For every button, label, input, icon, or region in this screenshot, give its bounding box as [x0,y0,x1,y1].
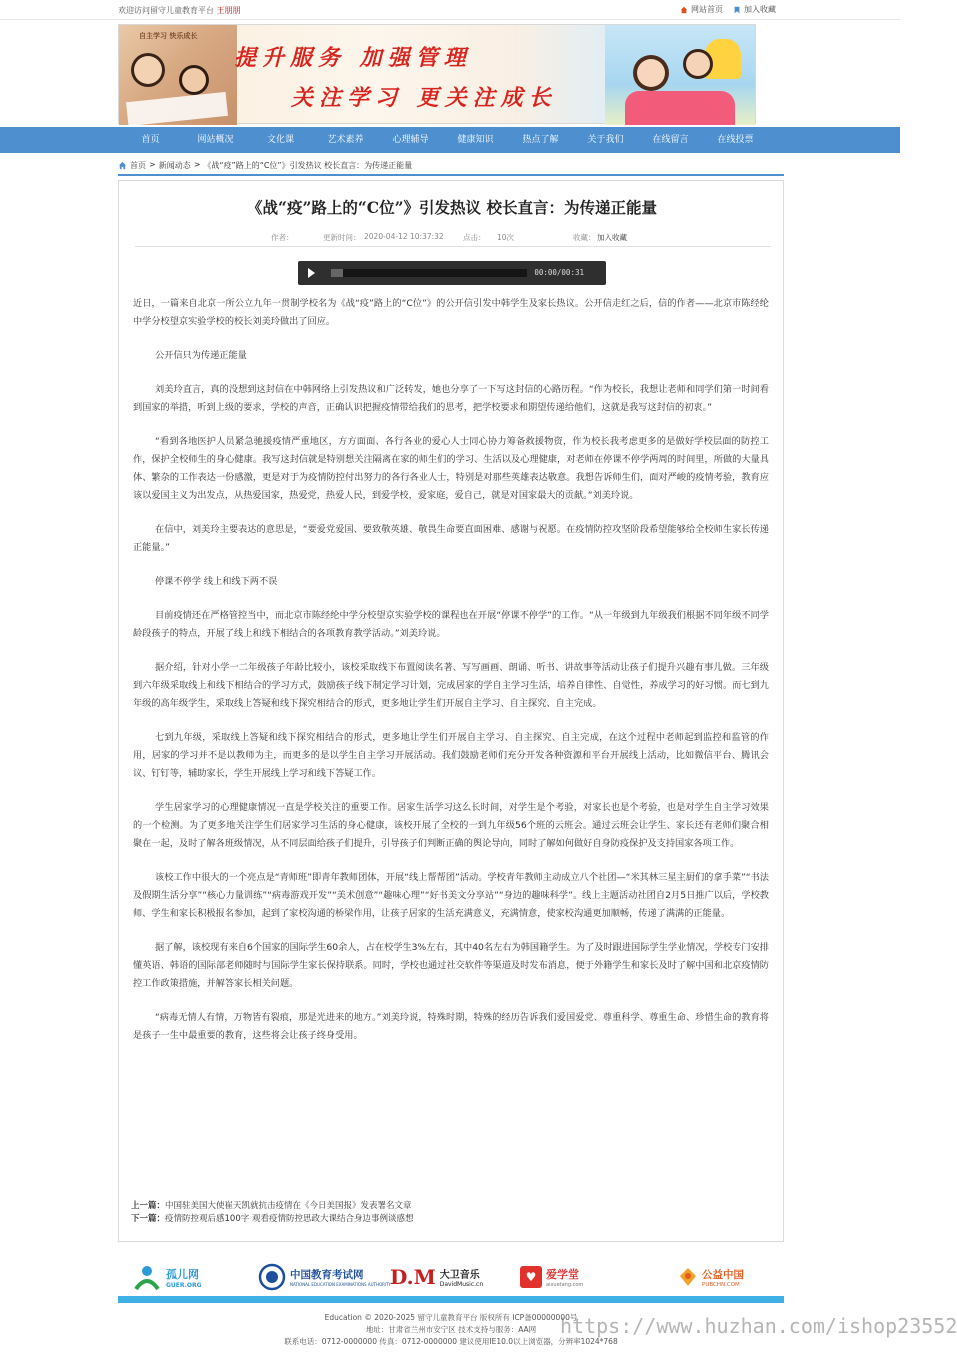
partner-name: 爱学堂 [546,1268,579,1281]
nav-item-arts[interactable]: 艺术素养 [327,135,364,145]
audio-player [298,261,606,285]
partner-logo-pubchn[interactable] [678,1262,744,1292]
partner-logo-guer[interactable] [132,1262,202,1292]
meta-author-label: 作者： [271,233,294,242]
banner-child-figure [683,49,713,79]
article-panel [118,180,784,1242]
breadcrumb-home[interactable]: 首页 [130,161,146,170]
neea-logo-icon [258,1263,286,1291]
meta-clicks: 10次 [497,233,515,242]
partner-logo-davidmusic[interactable] [390,1262,483,1292]
meta-fav-label: 收藏： [573,233,596,242]
article-paragraph: 七到九年级，采取线上答疑和线下探究相结合的形式，更多地让学生们开展自主学习、自主探究、自主完成，在这个过程中老师起到监控和监管的作用，居家的学习并不是以教师为主，而更多的是以学生自主学习开展活动。我们鼓励老师们充分开发各种资源和平台开展线上活动，比如微信平台、腾讯会议、钉钉等，辅助家长，学生开展线上学习和线下答疑工作。 [133,732,769,779]
audio-progress [331,269,343,277]
partner-sub: GUER.ORG [166,1281,202,1289]
prev-article [131,1200,413,1213]
home-link-label: 网站首页 [691,5,723,14]
footer-divider [118,1296,784,1303]
favorite-link[interactable] [733,4,776,15]
breadcrumb-section[interactable]: 新闻动态 [158,161,191,170]
banner-slogan-line1: 提升服务 加强管理 [234,45,472,71]
audio-seek-bar[interactable] [331,269,527,277]
welcome-text [118,5,241,16]
footer-copyright: Education © 2020-2025 留守儿童教育平台 版权所有 ICP备00000000号 [324,1313,578,1322]
footer-contact: 联系电话：0712-0000000 传真：0712-0000000 建议使用IE10.0以上浏览器，分辨率1024*768 [284,1337,618,1346]
nav-item-culture[interactable]: 文化课 [266,135,294,145]
article-paragraph: 目前疫情还在严格管控当中，而北京市陈经纶中学分校望京实验学校的课程也在开展“停课不停学”的工作。“从一年级到九年级我们根据不同年级不同学龄段孩子的特点，开展了线上和线下相结合的各项教育教学活动。”刘美玲说。 [133,610,769,639]
partner-name: 中国教育考试网 [290,1269,364,1281]
nav-item-health[interactable]: 健康知识 [457,135,494,145]
partner-logo-aixuetang[interactable] [520,1262,583,1292]
banner-child-shirt [625,91,735,125]
watermark-text: https://www.huzhan.com/ishop23552 [560,1314,957,1338]
article-paragraph: “看到各地医护人员紧急驰援疫情严重地区，方方面面、各行各业的爱心人士同心协力筹备救援物资，作为校长我考虑更多的是做好学校层面的防控工作，保护全校师生的身心健康。我写这封信就是特别想关注隔离在家的师生们的学习、生活以及心理健康，对老师在停课不停学两周的时间里，所做的大量具体、繁杂的工作表达一份感激，更是对于为疫情防控付出努力的各行各业人士，特别是对那些英雄表达敬意。我想告诉师生们，面对严峻的疫情考验，教育应该以爱国主义为出发点，从热爱国家，热爱党，热爱人民，到爱学校，爱家庭，爱自己，就是对国家最大的贡献。”刘美玲说。 [133,436,769,501]
partner-name: 孤儿网 [166,1267,199,1281]
banner-book [126,92,228,126]
partner-sub: NATIONAL EDUCATION EXAMINATIONS AUTHORITY [290,1282,391,1287]
article-paragraph: 学生居家学习的心理健康情况一直是学校关注的重要工作。居家生活学习这么长时间，对学生是个考验，对家长也是个考验，也是对学生自主学习效果的一个检测。为了更多地关注学生们居家学习生活的身心健康，该校开展了全校的一到九年级56个班的云班会。通过云班会让学生、家长还有老师们聚合相聚在一起，及时了解各班级情况，从不同层面给孩子们提升，引导孩子们判断正确的舆论导向，同时了解如何做好自身防疫保护及支持国家各项工作。 [133,802,769,849]
top-links [680,4,776,15]
article-meta [135,231,771,247]
breadcrumb-current: 《战“疫”路上的“C位”》引发热议 校长直言：为传递正能量 [203,161,413,170]
article-paragraph: 近日，一篇来自北京一所公立九年一贯制学校名为《战“疫”路上的“C位”》的公开信引发中韩学生及家长热议。公开信走红之后，信的作者——北京市陈经纶中学分校望京实验学校的校长刘美玲做出了回应。 [133,298,769,327]
home-icon [118,161,127,170]
nav-item-message[interactable]: 在线留言 [652,135,689,145]
audio-time: 00:00/00:31 [534,268,584,277]
article-subheading: 公开信只为传递正能量 [155,350,247,361]
main-nav-items [118,127,768,153]
welcome-label: 欢迎访问留守儿童教育平台 [118,6,214,15]
nav-item-about[interactable]: 关于我们 [587,135,624,145]
partner-sub: aixuetang.com [546,1282,584,1288]
breadcrumb [118,160,784,176]
meta-time: 2020-04-12 10:37:32 [364,232,444,241]
play-icon[interactable] [308,268,315,278]
top-bar [0,0,900,20]
heart-icon: ♥ [520,1266,542,1288]
next-article-link[interactable]: 疫情防控观后感100字 观看疫情防控思政大课结合身边事例谈感想 [165,1214,414,1224]
banner-child-figure [131,53,165,87]
bookmark-icon [733,6,741,14]
partner-name: 大卫音乐 [439,1270,480,1281]
meta-fav-link[interactable]: 加入收藏 [597,233,627,242]
banner-photo-right [605,25,755,125]
banner-child-figure [633,55,669,91]
partner-sub: DavidMusic.cn [439,1281,484,1288]
nav-item-hot-topics[interactable]: 热点了解 [522,135,559,145]
site-banner [118,24,756,124]
banner-photo-left [119,25,237,125]
article-prev-next [131,1200,413,1226]
article-paragraph: 据了解，该校现有来自6个国家的国际学生60余人，占在校学生3%左右，其中40名左右为韩国籍学生。为了及时跟进国际学生学业情况，学校专门安排懂英语、韩语的国际部老师随时与国际学生家长保持联系。同时，学校也通过社交软件等渠道及时发布消息，便于外籍学生和家长及时了解中国和北京疫情防控工作政策措施，并解答家长相关问题。 [133,942,769,989]
breadcrumb-separator: > [193,160,201,169]
nav-item-overview[interactable]: 网站概况 [197,135,234,145]
breadcrumb-separator: > [149,160,156,169]
partner-logos [118,1256,784,1300]
partner-name: 公益中国 [702,1268,744,1281]
meta-time-label: 更新时间： [323,233,361,242]
prev-article-link[interactable]: 中国驻美国大使崔天凯就抗击疫情在《今日美国报》发表署名文章 [165,1201,412,1211]
article-title: 《战“疫”路上的“C位”》引发热议 校长直言：为传递正能量 [247,198,657,217]
article-paragraph: 该校工作中很大的一个亮点是“青师班”即青年教师团体，开展“线上帮帮团”活动。学校青年教师主动成立八个社团—“米其林三星主厨们的拿手菜”“书法及假期生活分享”“核心力量训练”“病毒游戏开发”“美术创意”“趣味心理”“好书美文分享站”“身边的趣味科学”。线上主题活动社团自2月5日推广以后，学校教师、学生和家长积极报名参加，起到了家校沟通的桥梁作用，让孩子居家的生活充满意义，充满情意，使家校沟通更加顺畅，传递了满满的正能量。 [133,872,769,919]
nav-item-home[interactable]: 首页 [141,135,160,145]
welcome-user[interactable]: 王朋朋 [216,6,241,15]
nav-item-counseling[interactable]: 心理辅导 [392,135,429,145]
favorite-link-label: 加入收藏 [744,5,776,14]
prev-article-label: 上一篇： [131,1201,166,1211]
banner-slogan-line2: 关注学习 更关注成长 [291,85,557,111]
next-article-label: 下一篇： [131,1214,166,1224]
article-subheading: 停课不停学 线上和线下两不误 [155,576,278,587]
banner-child-figure [179,65,209,95]
article-paragraph: 据介绍，针对小学一二年级孩子年龄比较小，该校采取线下布置阅读名著、写写画画、朗诵、听书、讲故事等活动让孩子们提升兴趣有事儿做。三年级到六年级采取线上和线下相结合的学习方式，鼓励孩子线下制定学习计划，完成居家的学自主学习生活，培养自律性、自觉性，养成学习的好习惯。而七到九年级的高年级学生，采取线上答疑和线下探究相结合的形式，更多地让学生们开展自主学习、自主探究、自主完成。 [133,662,769,709]
pubchn-logo-icon [678,1266,698,1288]
guer-logo-icon [132,1263,162,1291]
banner-sign: 自主学习 快乐成长 [139,32,198,40]
davidmusic-logo-mark: D.M [390,1265,436,1289]
article-body [133,295,769,1061]
article-paragraph: “病毒无情人有情，万物皆有裂痕，那是光进来的地方。”刘美玲说，特殊时期，特殊的经历告诉我们爱国爱党、尊重科学、尊重生命、珍惜生命的教育将是孩子一生中最重要的教育，这些将会让孩子终身受用。 [133,1012,769,1041]
partner-logo-neea[interactable] [258,1262,391,1292]
partner-sub: PUBCHN.COM [702,1281,740,1288]
next-article [131,1213,413,1226]
home-link[interactable] [680,4,723,15]
meta-clicks-label: 点击： [463,233,486,242]
article-paragraph: 在信中，刘美玲主要表达的意思是，“要爱党爱国、要致敬英雄、敬畏生命要直面困难、感谢与祝愿。在疫情防控攻坚阶段希望能够给全校师生家长传递正能量。” [133,524,769,553]
article-paragraph: 刘美玲直言，真的没想到这封信在中韩网络上引发热议和广泛转发，她也分享了一下写这封信的心路历程。“作为校长，我想让老师和同学们第一时间看到国家的举措，听到上级的要求，学校的声音，正确认识把握疫情带给我们的思考，把学校要求和期望传递给他们，这就是我写这封信的初衷。” [133,384,769,413]
main-nav [0,127,900,153]
home-icon [680,6,688,14]
footer-address: 地址：甘肃省兰州市安宁区 技术支持与服务：AA网 [365,1325,537,1334]
nav-item-vote[interactable]: 在线投票 [717,135,754,145]
